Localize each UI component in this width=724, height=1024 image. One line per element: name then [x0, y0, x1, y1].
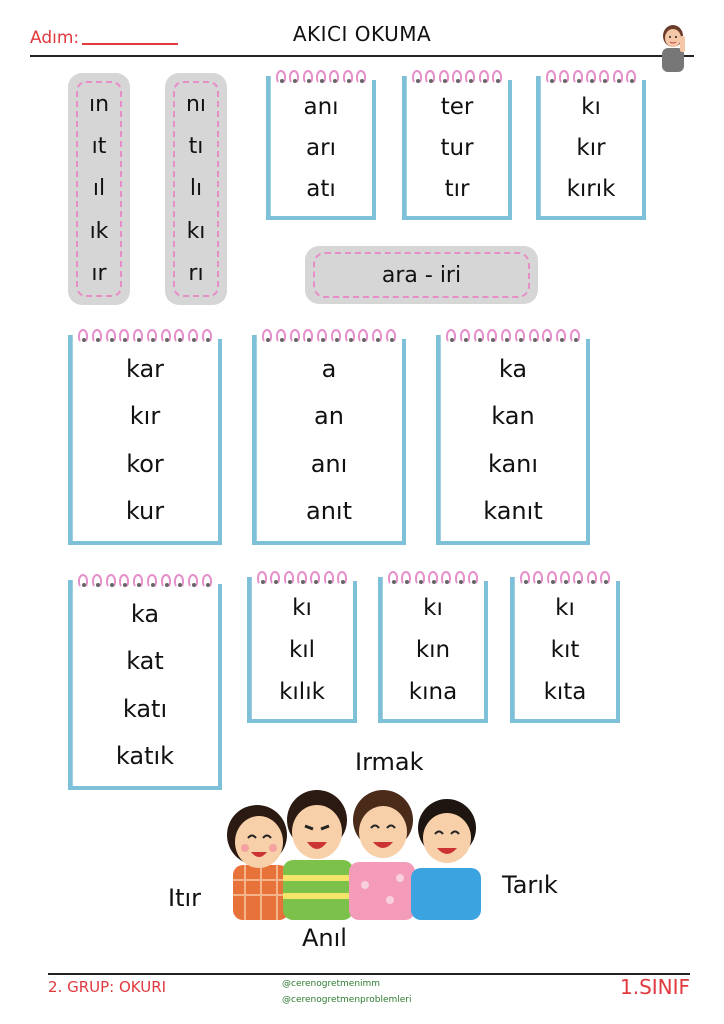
spiral-rings — [412, 70, 502, 84]
name-label: Adım: — [30, 28, 80, 48]
word: katık — [115, 742, 175, 771]
spiral-ring — [92, 329, 102, 343]
spiral-ring — [92, 574, 102, 588]
spiral-rings — [78, 329, 212, 343]
word: an — [314, 402, 344, 431]
word-card — [68, 335, 218, 545]
spiral-ring — [542, 329, 552, 343]
spiral-rings — [520, 571, 610, 585]
word-card — [510, 577, 616, 723]
kid-itir — [227, 805, 289, 920]
spiral-ring — [529, 329, 539, 343]
spiral-ring — [106, 574, 116, 588]
kid-tarik — [411, 799, 481, 920]
word: kır — [576, 134, 606, 161]
spiral-ring — [188, 329, 198, 343]
syllable: ıt — [91, 134, 107, 160]
word-card — [247, 577, 353, 723]
word: tur — [440, 134, 474, 161]
spiral-rings — [276, 70, 366, 84]
syllable-pill-1 — [68, 73, 130, 305]
word-card — [252, 335, 402, 545]
spiral-ring — [337, 571, 347, 585]
word-list — [270, 86, 372, 210]
word: kı — [555, 595, 575, 621]
word: kur — [125, 497, 165, 526]
spiral-ring — [358, 329, 368, 343]
spiral-ring — [316, 70, 326, 84]
word: kıl — [288, 637, 316, 663]
syllable: ık — [89, 218, 109, 244]
word-list — [540, 86, 642, 210]
footer-divider — [48, 973, 690, 975]
spiral-ring — [547, 571, 557, 585]
group-label: 2. GRUP: OKURI — [48, 978, 167, 996]
spiral-rings — [262, 329, 396, 343]
word: kı — [581, 93, 601, 120]
spiral-ring — [415, 571, 425, 585]
page-title: AKICI OKUMA — [292, 22, 432, 46]
syllable: ır — [91, 261, 107, 287]
spiral-ring — [487, 329, 497, 343]
spiral-ring — [560, 571, 570, 585]
spiral-ring — [570, 329, 580, 343]
word-card — [266, 76, 372, 220]
word: arı — [306, 134, 336, 161]
spiral-ring — [501, 329, 511, 343]
word: kına — [408, 679, 458, 705]
teacher-avatar-icon — [655, 22, 691, 74]
spiral-rings — [546, 70, 636, 84]
spiral-ring — [412, 70, 422, 84]
spiral-ring — [520, 571, 530, 585]
word-card — [68, 580, 218, 790]
spiral-rings — [446, 329, 580, 343]
header-divider — [30, 55, 694, 57]
word: kor — [126, 449, 164, 478]
word: kat — [126, 647, 164, 676]
spiral-ring — [174, 329, 184, 343]
word: tır — [444, 176, 470, 203]
spiral-ring — [202, 574, 212, 588]
word: anı — [303, 93, 339, 120]
spiral-ring — [556, 329, 566, 343]
syllable-list — [165, 83, 227, 295]
spiral-ring — [372, 329, 382, 343]
syllable-pill-2 — [165, 73, 227, 305]
spiral-ring — [147, 574, 157, 588]
spiral-ring — [428, 571, 438, 585]
spiral-ring — [573, 70, 583, 84]
spiral-ring — [533, 571, 543, 585]
spiral-ring — [441, 571, 451, 585]
word-pair-pill — [305, 246, 538, 304]
word: kın — [415, 637, 451, 663]
spiral-ring — [468, 571, 478, 585]
spiral-ring — [202, 329, 212, 343]
word: ka — [498, 354, 528, 383]
grade-label: 1.SINIF — [620, 975, 691, 999]
spiral-ring — [78, 574, 88, 588]
spiral-ring — [345, 329, 355, 343]
spiral-ring — [133, 329, 143, 343]
spiral-ring — [331, 329, 341, 343]
kid-name-anil: Anıl — [302, 924, 347, 952]
word-card — [378, 577, 484, 723]
word: kır — [129, 402, 161, 431]
spiral-ring — [262, 329, 272, 343]
kid-anil — [283, 790, 353, 920]
spiral-ring — [425, 70, 435, 84]
spiral-ring — [106, 329, 116, 343]
spiral-ring — [289, 70, 299, 84]
spiral-ring — [626, 70, 636, 84]
spiral-ring — [78, 329, 88, 343]
spiral-ring — [297, 571, 307, 585]
social-handle: @cerenogretmenproblemleri — [282, 995, 412, 1005]
spiral-ring — [303, 329, 313, 343]
word-card — [402, 76, 508, 220]
spiral-ring — [310, 571, 320, 585]
spiral-ring — [599, 70, 609, 84]
word-list — [514, 587, 616, 713]
word: kıt — [550, 637, 580, 663]
spiral-ring — [303, 70, 313, 84]
syllable: tı — [188, 134, 204, 160]
syllable: lı — [189, 176, 203, 202]
word: kıta — [543, 679, 587, 705]
spiral-ring — [386, 329, 396, 343]
word-list — [256, 345, 402, 535]
syllable: kı — [186, 218, 206, 244]
spiral-ring — [343, 70, 353, 84]
syllable: ıl — [92, 176, 106, 202]
spiral-ring — [600, 571, 610, 585]
spiral-ring — [460, 329, 470, 343]
spiral-rings — [78, 574, 212, 588]
spiral-ring — [329, 70, 339, 84]
syllable: ın — [88, 91, 110, 117]
word-card — [536, 76, 642, 220]
spiral-ring — [356, 70, 366, 84]
word: kanı — [487, 449, 539, 478]
word: kılık — [279, 679, 325, 705]
word-list — [72, 590, 218, 780]
word: anıt — [306, 497, 352, 526]
kid-name-tarik: Tarık — [502, 871, 558, 899]
word-list — [382, 587, 484, 713]
syllable-list — [68, 83, 130, 295]
spiral-ring — [119, 574, 129, 588]
spiral-ring — [573, 571, 583, 585]
spiral-ring — [559, 70, 569, 84]
word-list — [72, 345, 218, 535]
spiral-ring — [276, 329, 286, 343]
spiral-ring — [587, 571, 597, 585]
word: a — [321, 354, 337, 383]
spiral-ring — [388, 571, 398, 585]
children-group-illustration — [215, 780, 487, 920]
word: kırık — [566, 176, 616, 203]
spiral-ring — [270, 571, 280, 585]
word: kı — [292, 595, 312, 621]
word: ter — [440, 93, 474, 120]
spiral-ring — [465, 70, 475, 84]
spiral-ring — [474, 329, 484, 343]
spiral-ring — [492, 70, 502, 84]
word: kı — [423, 595, 443, 621]
spiral-ring — [119, 329, 129, 343]
spiral-ring — [455, 571, 465, 585]
spiral-ring — [147, 329, 157, 343]
spiral-ring — [317, 329, 327, 343]
spiral-ring — [613, 70, 623, 84]
syllable: rı — [188, 261, 204, 287]
word-list — [406, 86, 508, 210]
spiral-ring — [515, 329, 525, 343]
spiral-ring — [174, 574, 184, 588]
word: katı — [122, 694, 168, 723]
spiral-ring — [290, 329, 300, 343]
spiral-ring — [439, 70, 449, 84]
spiral-ring — [446, 329, 456, 343]
word-card — [436, 335, 586, 545]
spiral-rings — [388, 571, 478, 585]
word-list — [440, 345, 586, 535]
spiral-ring — [133, 574, 143, 588]
spiral-ring — [188, 574, 198, 588]
spiral-ring — [401, 571, 411, 585]
spiral-ring — [324, 571, 334, 585]
word: atı — [306, 176, 336, 203]
word: anı — [310, 449, 348, 478]
spiral-ring — [276, 70, 286, 84]
spiral-ring — [479, 70, 489, 84]
word: kanıt — [483, 497, 543, 526]
kid-irmak — [349, 790, 415, 920]
word-list — [251, 587, 353, 713]
word: ka — [130, 599, 160, 628]
spiral-ring — [161, 329, 171, 343]
spiral-ring — [546, 70, 556, 84]
social-handle: @cerenogretmenimm — [282, 979, 381, 989]
word: kar — [125, 354, 165, 383]
word: kan — [491, 402, 535, 431]
spiral-ring — [161, 574, 171, 588]
spiral-ring — [586, 70, 596, 84]
spiral-rings — [257, 571, 347, 585]
spiral-ring — [284, 571, 294, 585]
spiral-ring — [257, 571, 267, 585]
spiral-ring — [452, 70, 462, 84]
word-pair: ara - iri — [313, 252, 530, 298]
kid-name-irmak: Irmak — [355, 748, 424, 776]
syllable: nı — [185, 91, 207, 117]
kid-name-itir: Itır — [168, 884, 202, 912]
